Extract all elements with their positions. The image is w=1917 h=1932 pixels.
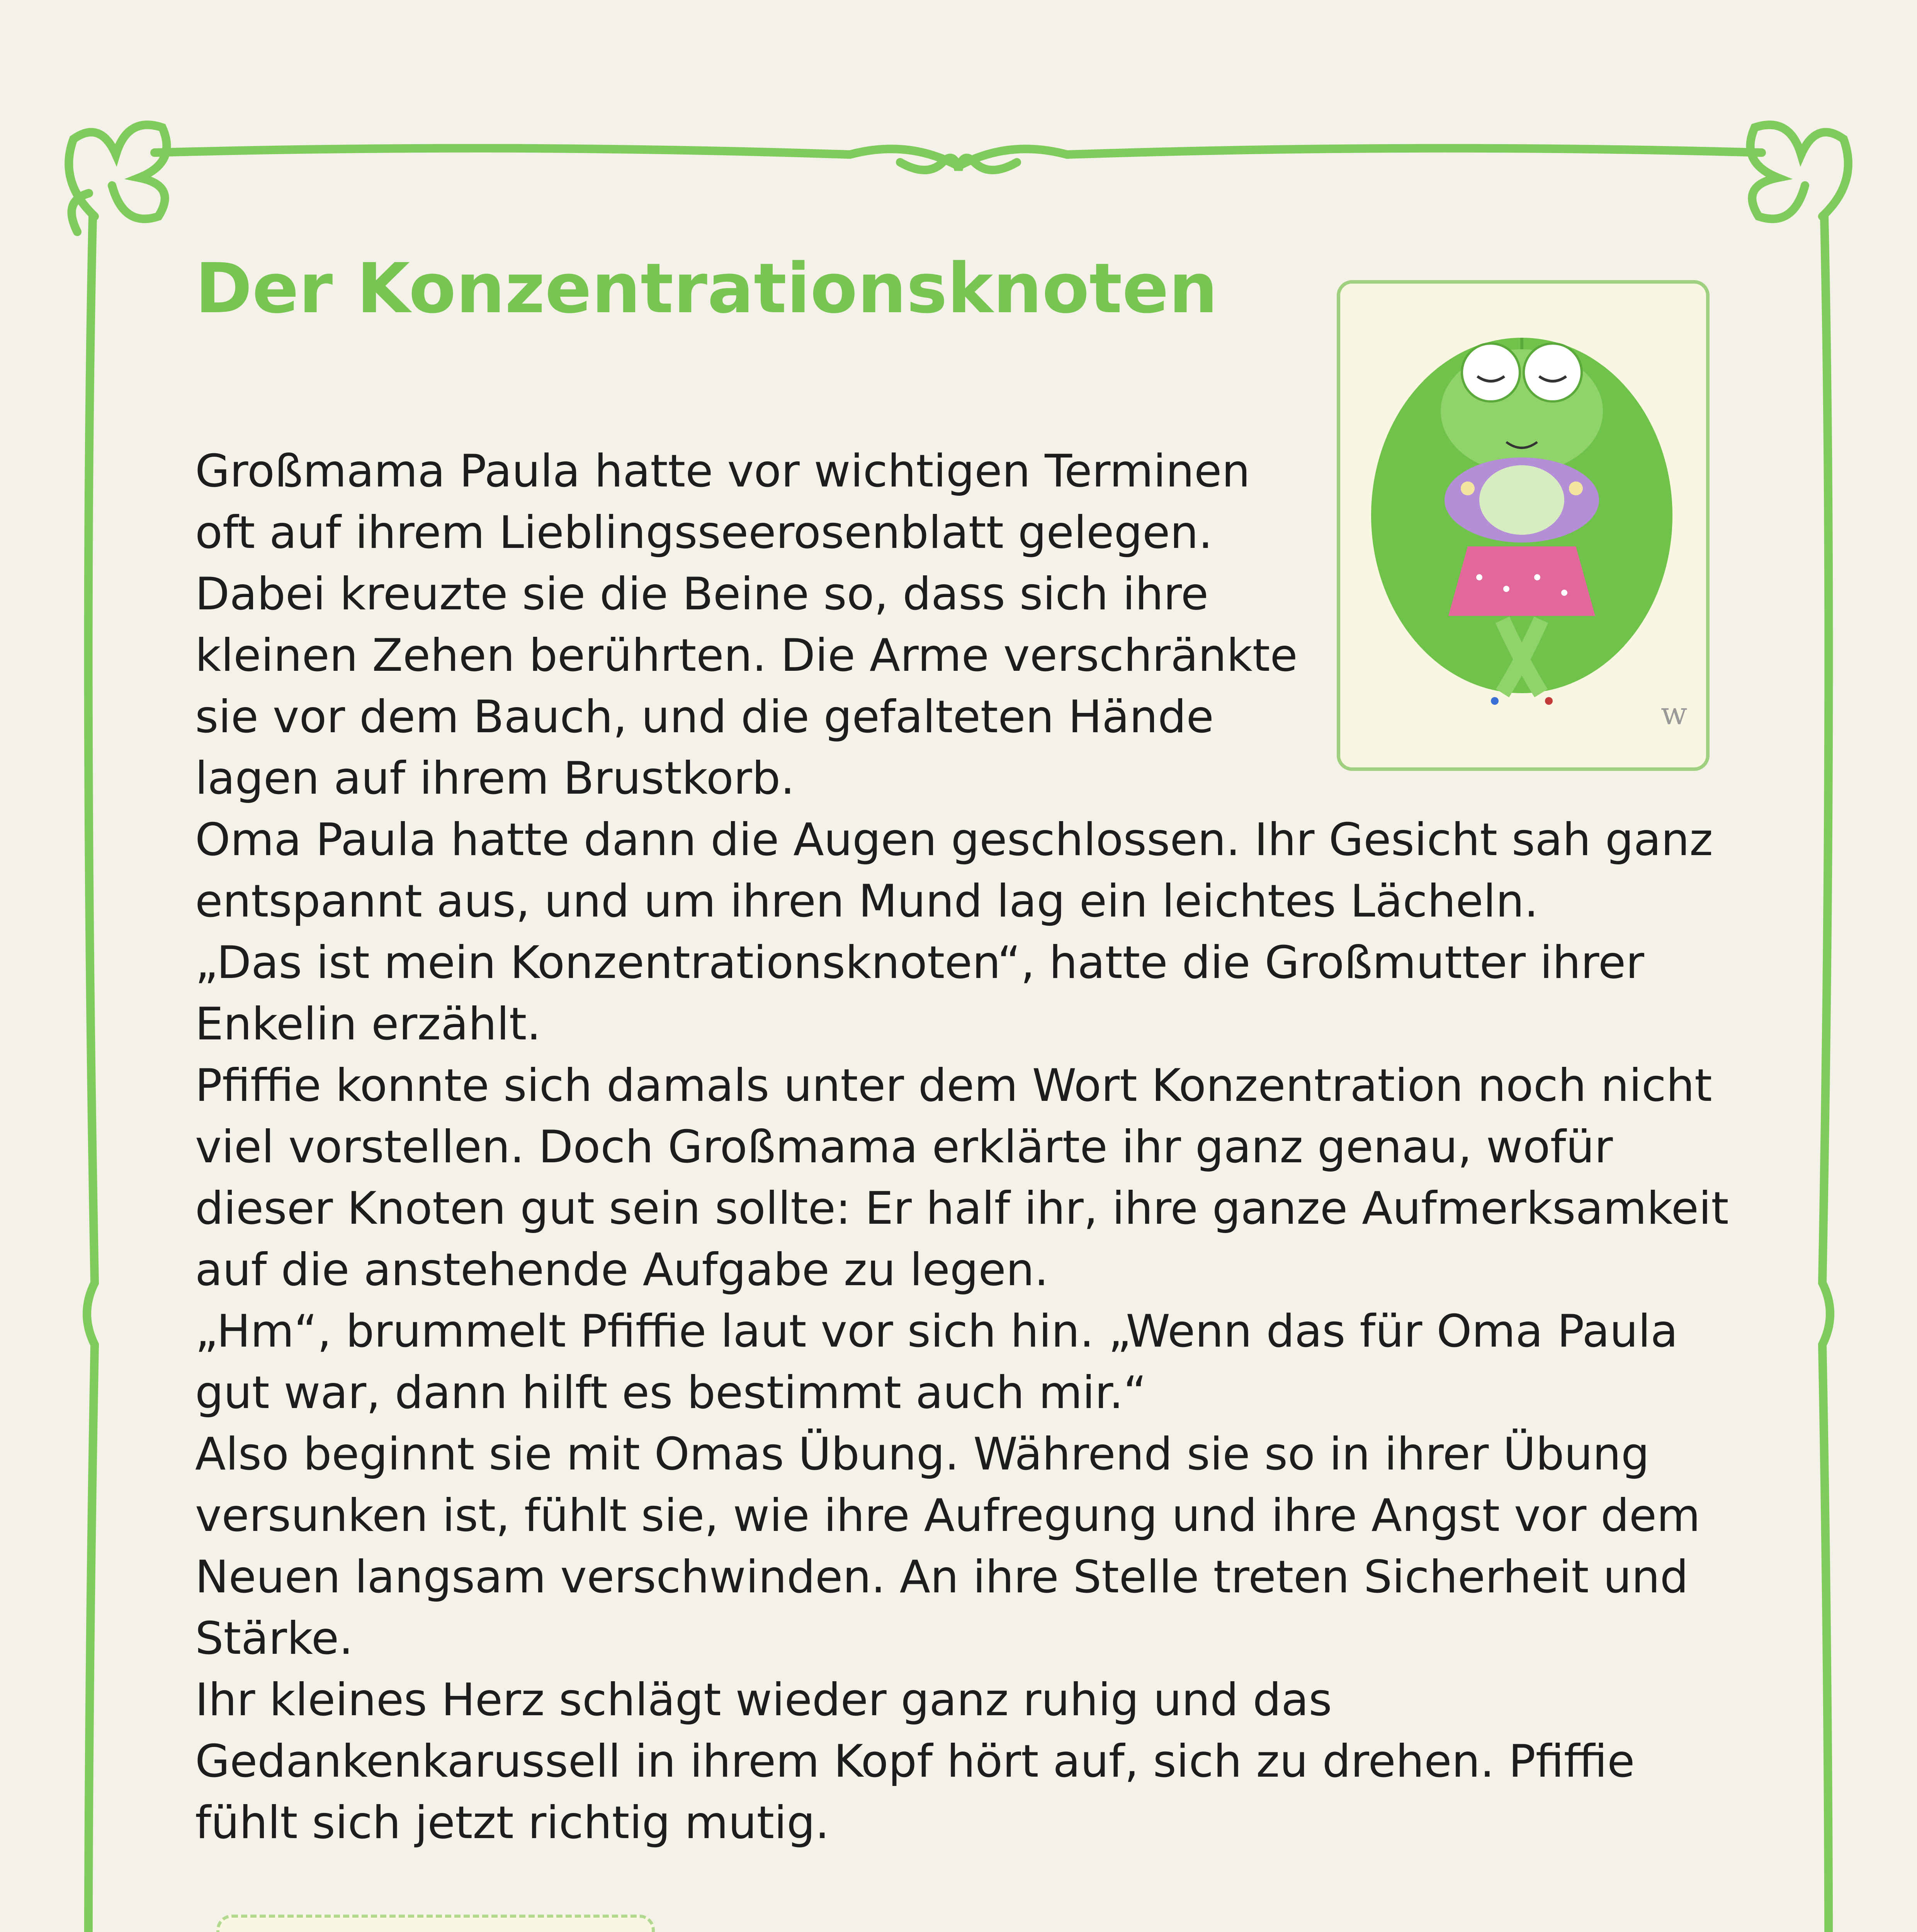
page-title: Der Konzentrationsknoten — [195, 248, 1218, 328]
illustration-card-bottom — [216, 1915, 655, 1932]
svg-text:w: w — [1661, 696, 1688, 731]
brave-frog-illustration — [219, 1918, 652, 1932]
story-paragraph: „Hm“, brummelt Pfiffie laut vor sich hin. „Wenn das für Oma Paula gut war, dann hilft es bestimmt auch mir.“ — [195, 1305, 1678, 1419]
frog-grandma-illustration — [1340, 284, 1706, 767]
story-paragraph: „Das ist mein Konzentrationsknoten“, hatte die Großmutter ihrer Enkelin erzählt. — [195, 937, 1644, 1050]
story-paragraph: Pfiffie konnte sich damals unter dem Wort Konzentration noch nicht viel vorstellen. Doch Großmama erklärte ihr ganz genau, wofür dieser Knoten gut sein sollte: Er half ihr, ihre ganze Aufmerksamkeit auf die anstehende Aufgabe zu legen. — [195, 1060, 1729, 1296]
story-paragraph: Also beginnt sie mit Omas Übung. Während sie so in ihrer Übung versunken ist, fühlt sie, wie ihre Aufregung und ihre Angst vor dem Neuen langsam verschwinden. An ihre Stelle treten Sicherheit und Stärke. — [195, 1428, 1701, 1665]
story-paragraph: Großmama Paula hatte vor wichtigen Terminen oft auf ihrem Lieblingsseerosenblatt gelegen. Dabei kreuzte sie die Beine so, dass sich ihre kleinen Zehen berührten. Die Arme verschränkte sie vor dem Bauch, und die gefalteten Hände lagen auf ihrem Brustkorb. — [195, 445, 1298, 804]
story-paragraph: Ihr kleines Herz schlägt wieder ganz ruhig und das Gedankenkarussell in ihrem Kopf hört auf, sich zu drehen. Pfiffie fühlt sich jetzt richtig mutig. — [195, 1674, 1635, 1849]
story-paragraph: Oma Paula hatte dann die Augen geschlossen. Ihr Gesicht sah ganz entspannt aus, und um ihren Mund lag ein leichtes Lächeln. — [195, 814, 1713, 927]
illustration-card-top — [1337, 280, 1710, 771]
